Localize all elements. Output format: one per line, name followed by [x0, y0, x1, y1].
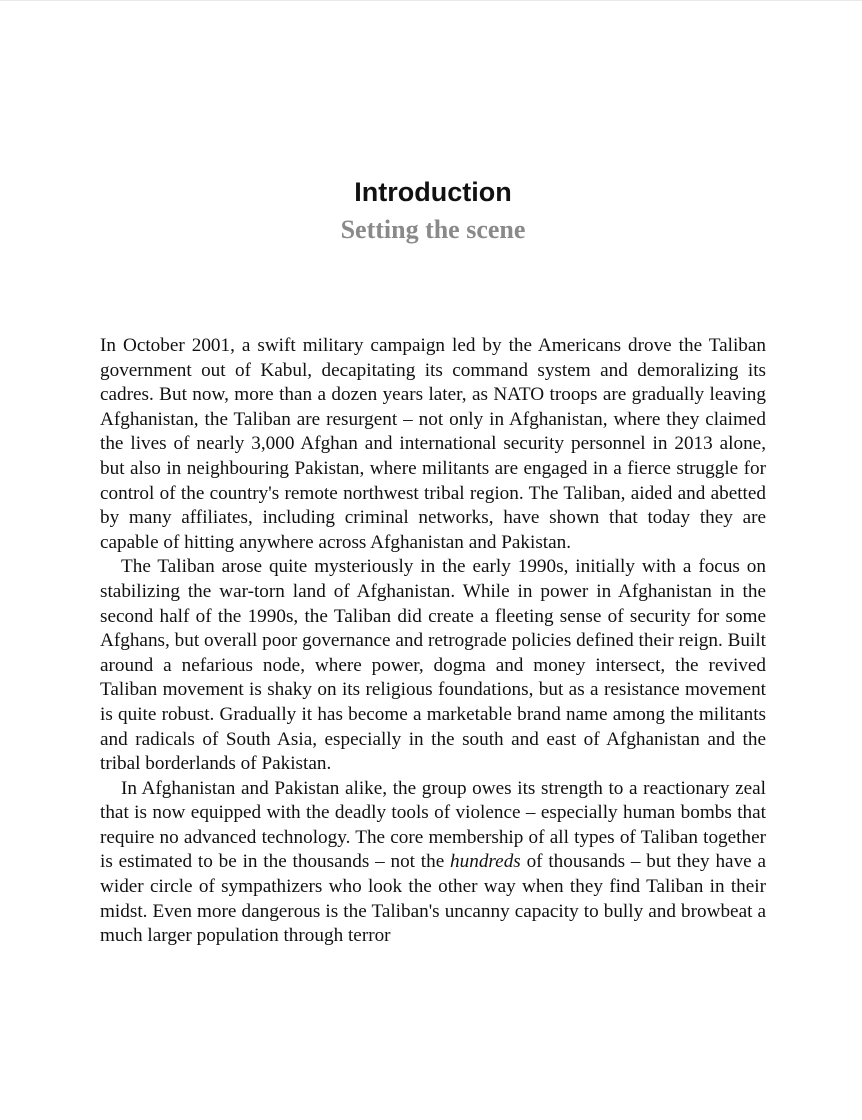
- paragraph-3-text-after: of thousands – but they have a wider circle of sympathizers who look the other way when they find Taliban in their midst. Even more dangerous is the Taliban's uncanny capacity to bully and browbeat a much larger population through terror: [100, 851, 766, 947]
- chapter-subtitle: Setting the scene: [340, 215, 526, 244]
- paragraph-1: In October 2001, a swift military campaign led by the Americans drove the Taliban government out of Kabul, decapitating its command system and demoralizing its cadres. But now, more than a dozen years later, as NATO troops are gradually leaving Afghanistan, the Taliban are resurgent – not only in Afghanistan, where they claimed the lives of nearly 3,000 Afghan and international security personnel in 2013 alone, but also in neighbouring Pakistan, where militants are engaged in a fierce struggle for control of the country's remote northwest tribal region. The Taliban, aided and abetted by many affiliates, including criminal networks, have shown that today they are capable of hitting anywhere across Afghanistan and Pakistan.: [100, 335, 766, 553]
- paragraph-3: [100, 777, 766, 949]
- paragraph-2: The Taliban arose quite mysteriously in the early 1990s, initially with a focus on stabilizing the war-torn land of Afghanistan. While in power in Afghanistan in the second half of the 1990s, the Taliban did create a fleeting sense of security for some Afghans, but overall poor governance and retrograde policies defined their reign. Built around a nefarious node, where power, dogma and money intersect, the revived Taliban movement is shaky on its religious foundations, but as a resistance movement is quite robust. Gradually it has become a marketable brand name among the militants and radicals of South Asia, especially in the south and east of Afghanistan and the tribal borderlands of Pakistan.: [100, 556, 766, 775]
- paragraph-3-italic: hundreds: [450, 851, 521, 873]
- paragraph-3-text-before: In Afghanistan and Pakistan alike, the group owes its strength to a reactionary zeal that is now equipped with the deadly tools of violence – especially human bombs that require no advanced technology. The core membership of all types of Taliban together is estimated to be in the thousands – not the: [100, 777, 766, 873]
- chapter-title: Introduction: [354, 177, 512, 207]
- body-text: [100, 334, 766, 949]
